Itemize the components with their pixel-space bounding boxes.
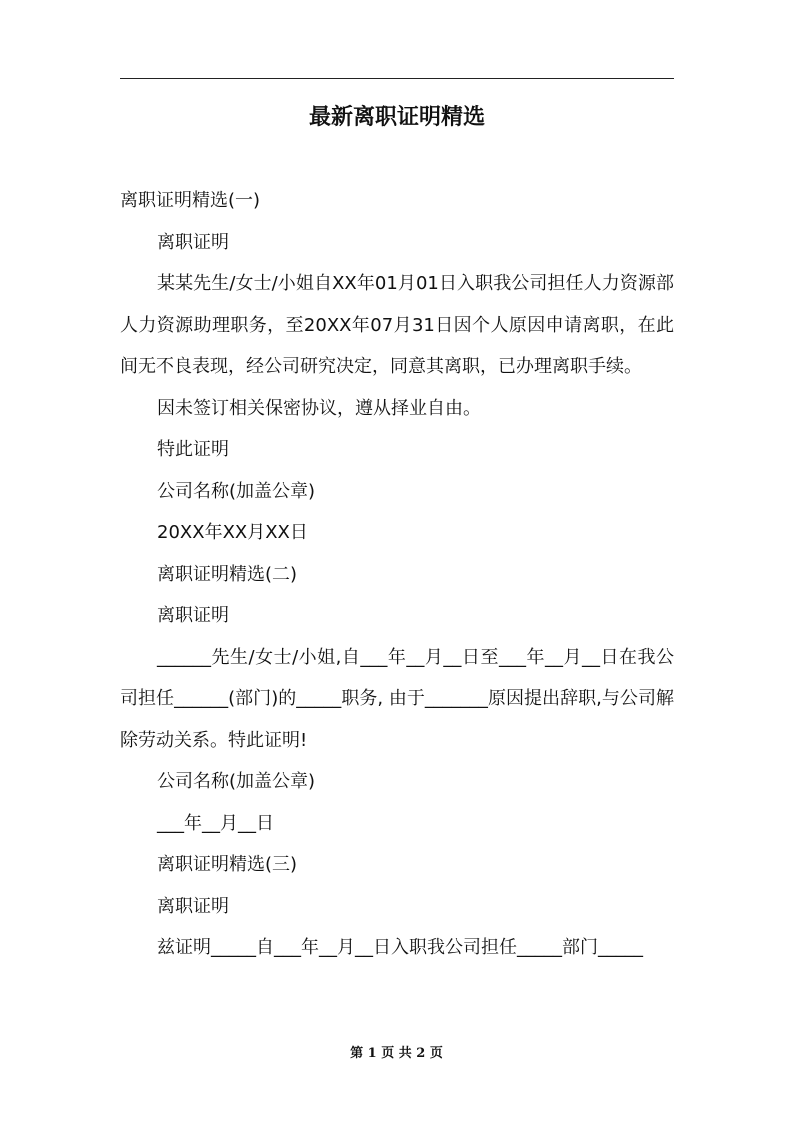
- date-line: 20XX年XX月XX日: [157, 522, 308, 543]
- document-body: [120, 180, 674, 969]
- certificate-title: 离职证明: [157, 895, 229, 917]
- section-heading-2: 离职证明精选(二): [157, 563, 298, 585]
- certificate-body-paragraph: 某某先生/女士/小姐自XX年01月01日入职我公司担任人力资源部人力资源助理职务，至20XX年07月31日因个人原因申请离职，在此间无不良表现，经公司研究决定，同意其离职，已办理离职手续。: [120, 273, 674, 377]
- company-seal-line: 公司名称(加盖公章): [157, 771, 316, 792]
- certificate-title: 离职证明: [157, 231, 229, 253]
- date-line: ___年__月__日: [157, 812, 274, 834]
- certificate-body-paragraph: 兹证明_____自___年__月__日入职我公司担任_____部门_____: [157, 937, 643, 958]
- page-footer: 第 1 页 共 2 页: [350, 1046, 443, 1061]
- company-seal-line: 公司名称(加盖公章): [157, 480, 316, 502]
- confidentiality-note: 因未签订相关保密协议，遵从择业自由。: [157, 397, 481, 419]
- document-title: 最新离职证明精选: [308, 105, 485, 130]
- certificate-body-paragraph: ______先生/女士/小姐,自___年__月__日至___年__月__日在我公司担任______(部门)的_____职务, 由于_______原因提出辞职,与公司解除劳动关系。特此证明!: [120, 646, 674, 751]
- certification-statement: 特此证明: [157, 439, 229, 460]
- header-rule: [120, 78, 674, 79]
- section-heading-1: 离职证明精选(一): [120, 190, 261, 211]
- certificate-title: 离职证明: [157, 605, 229, 626]
- section-heading-3: 离职证明精选(三): [157, 854, 298, 875]
